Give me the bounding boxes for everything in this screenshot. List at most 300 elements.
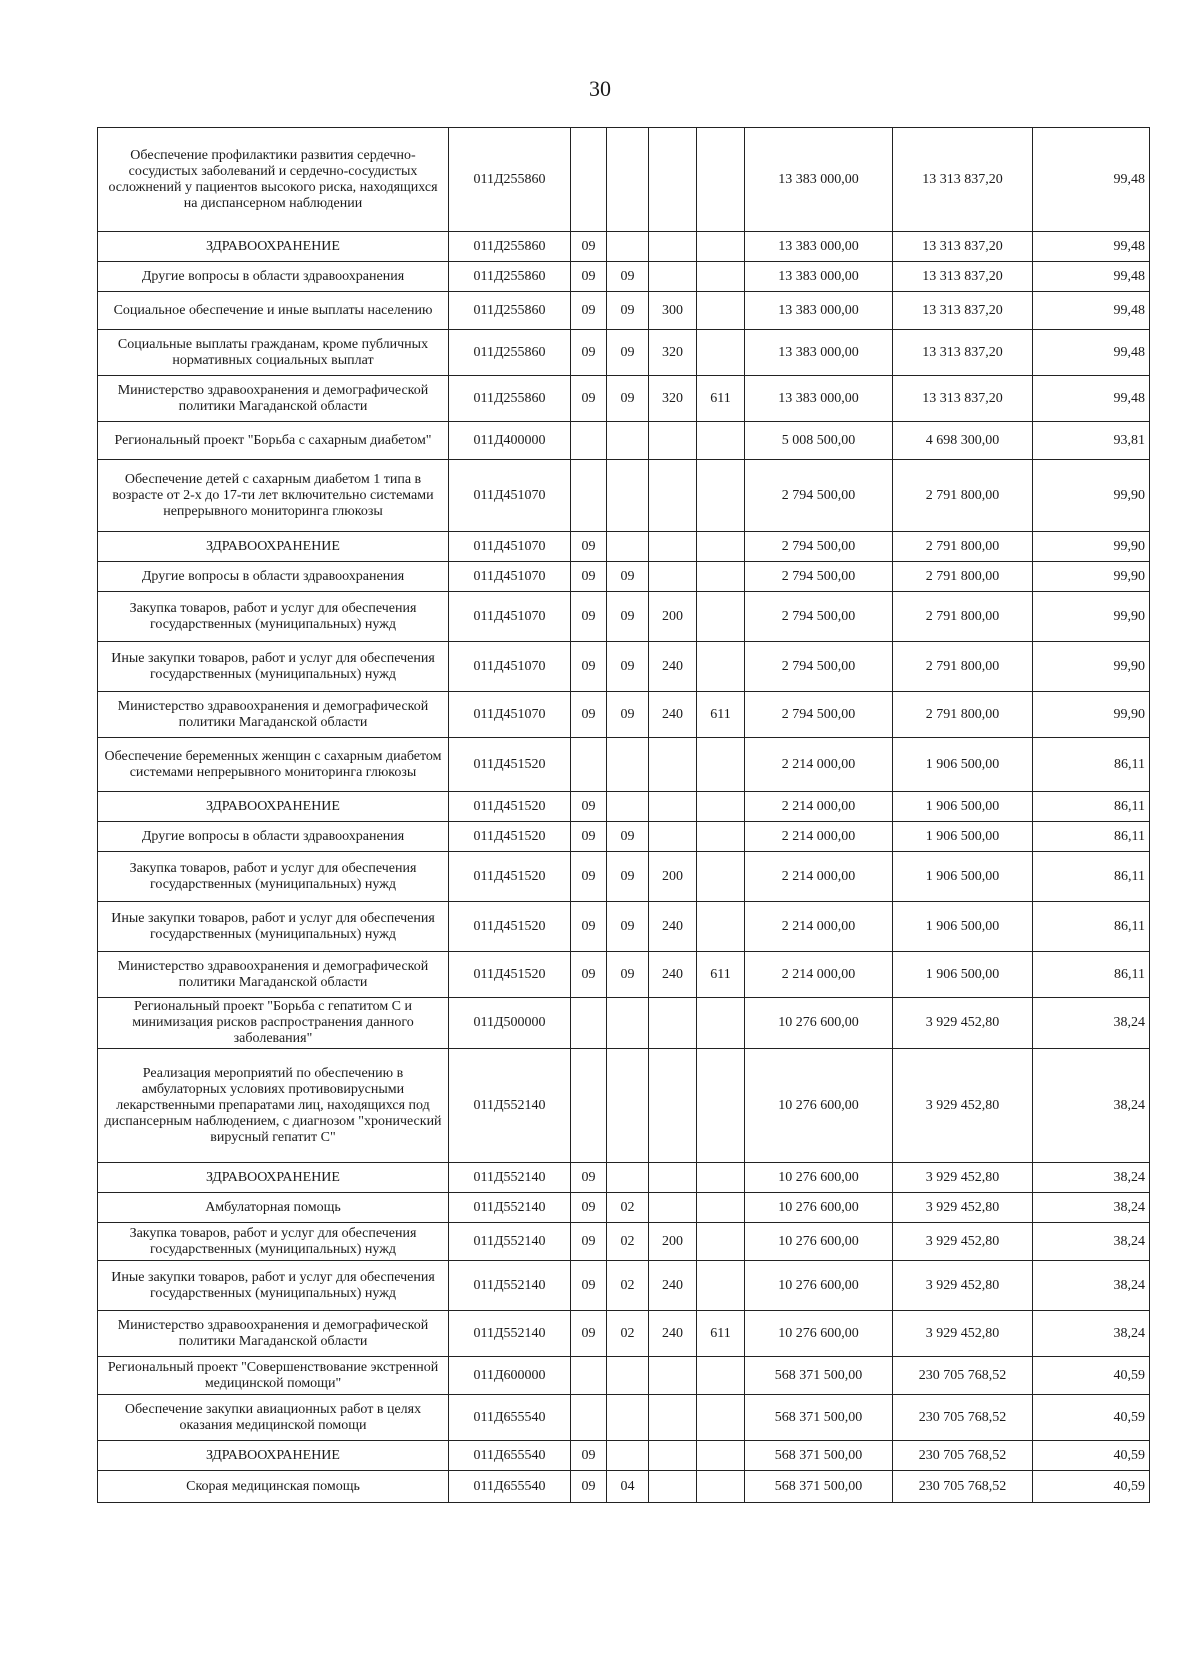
row-section: 09 [571, 822, 607, 852]
row-subsection [607, 998, 649, 1049]
row-code: 011Д500000 [449, 998, 571, 1049]
row-section: 09 [571, 902, 607, 952]
table-row [98, 1395, 1150, 1441]
row-section: 09 [571, 376, 607, 422]
row-actual-amount: 1 906 500,00 [893, 792, 1033, 822]
row-section: 09 [571, 292, 607, 330]
row-actual-amount: 1 906 500,00 [893, 952, 1033, 998]
row-subsection [607, 422, 649, 460]
table-row [98, 1357, 1150, 1395]
row-expense-type [649, 232, 697, 262]
row-administrator [697, 1357, 745, 1395]
table-row [98, 262, 1150, 292]
row-execution-percent: 99,48 [1033, 232, 1150, 262]
row-expense-type [649, 128, 697, 232]
row-actual-amount: 230 705 768,52 [893, 1471, 1033, 1503]
row-administrator [697, 852, 745, 902]
row-expense-type: 200 [649, 852, 697, 902]
row-name: Региональный проект "Совершенствование экстренной медицинской помощи" [98, 1357, 449, 1395]
row-actual-amount: 1 906 500,00 [893, 738, 1033, 792]
row-subsection: 04 [607, 1471, 649, 1503]
row-expense-type [649, 562, 697, 592]
row-section: 09 [571, 692, 607, 738]
row-expense-type: 240 [649, 1261, 697, 1311]
row-administrator: 611 [697, 1311, 745, 1357]
row-name: ЗДРАВООХРАНЕНИЕ [98, 532, 449, 562]
table-row [98, 422, 1150, 460]
row-plan-amount: 2 794 500,00 [745, 692, 893, 738]
table-row [98, 1471, 1150, 1503]
row-code: 011Д255860 [449, 128, 571, 232]
row-actual-amount: 13 313 837,20 [893, 292, 1033, 330]
row-section: 09 [571, 1223, 607, 1261]
row-code: 011Д552140 [449, 1193, 571, 1223]
row-expense-type [649, 460, 697, 532]
row-subsection [607, 232, 649, 262]
row-section [571, 998, 607, 1049]
row-administrator [697, 1441, 745, 1471]
table-row [98, 738, 1150, 792]
row-section: 09 [571, 792, 607, 822]
table-row [98, 852, 1150, 902]
row-administrator [697, 532, 745, 562]
row-name: Обеспечение профилактики развития сердечно-сосудистых заболеваний и сердечно-сосудистых осложнений у пациентов высокого риска, находящихся на диспансерном наблюдении [98, 128, 449, 232]
row-subsection [607, 1441, 649, 1471]
row-expense-type: 240 [649, 952, 697, 998]
row-expense-type: 240 [649, 902, 697, 952]
row-execution-percent: 99,90 [1033, 592, 1150, 642]
row-execution-percent: 86,11 [1033, 952, 1150, 998]
row-administrator [697, 1049, 745, 1163]
row-execution-percent: 99,90 [1033, 562, 1150, 592]
row-section: 09 [571, 232, 607, 262]
row-code: 011Д255860 [449, 330, 571, 376]
table-row [98, 692, 1150, 738]
row-name: Министерство здравоохранения и демографической политики Магаданской области [98, 692, 449, 738]
row-execution-percent: 38,24 [1033, 1311, 1150, 1357]
row-plan-amount: 13 383 000,00 [745, 292, 893, 330]
row-execution-percent: 99,48 [1033, 128, 1150, 232]
row-section: 09 [571, 592, 607, 642]
row-name: Закупка товаров, работ и услуг для обеспечения государственных (муниципальных) нужд [98, 1223, 449, 1261]
row-section [571, 738, 607, 792]
row-name: Иные закупки товаров, работ и услуг для обеспечения государственных (муниципальных) нужд [98, 1261, 449, 1311]
row-expense-type: 240 [649, 642, 697, 692]
row-name: Другие вопросы в области здравоохранения [98, 562, 449, 592]
row-subsection: 02 [607, 1223, 649, 1261]
row-code: 011Д552140 [449, 1311, 571, 1357]
row-section [571, 128, 607, 232]
row-expense-type [649, 1395, 697, 1441]
row-section: 09 [571, 330, 607, 376]
row-code: 011Д552140 [449, 1163, 571, 1193]
row-administrator [697, 1395, 745, 1441]
row-plan-amount: 13 383 000,00 [745, 128, 893, 232]
row-code: 011Д655540 [449, 1441, 571, 1471]
row-expense-type [649, 792, 697, 822]
row-subsection: 02 [607, 1311, 649, 1357]
row-name: Обеспечение детей с сахарным диабетом 1 типа в возрасте от 2-х до 17-ти лет включительно системами непрерывного мониторинга глюкозы [98, 460, 449, 532]
page-number: 30 [589, 76, 611, 101]
row-plan-amount: 568 371 500,00 [745, 1441, 893, 1471]
row-subsection: 09 [607, 642, 649, 692]
row-plan-amount: 13 383 000,00 [745, 262, 893, 292]
row-plan-amount: 10 276 600,00 [745, 998, 893, 1049]
row-code: 011Д451520 [449, 738, 571, 792]
row-plan-amount: 10 276 600,00 [745, 1261, 893, 1311]
row-plan-amount: 13 383 000,00 [745, 330, 893, 376]
row-name: ЗДРАВООХРАНЕНИЕ [98, 792, 449, 822]
row-name: Обеспечение беременных женщин с сахарным диабетом системами непрерывного мониторинга глюкозы [98, 738, 449, 792]
row-administrator: 611 [697, 692, 745, 738]
row-subsection [607, 1163, 649, 1193]
row-execution-percent: 40,59 [1033, 1395, 1150, 1441]
table-row [98, 902, 1150, 952]
row-plan-amount: 568 371 500,00 [745, 1471, 893, 1503]
row-code: 011Д552140 [449, 1261, 571, 1311]
row-actual-amount: 3 929 452,80 [893, 1311, 1033, 1357]
row-plan-amount: 2 214 000,00 [745, 952, 893, 998]
row-expense-type: 240 [649, 1311, 697, 1357]
row-name: Региональный проект "Борьба с сахарным диабетом" [98, 422, 449, 460]
row-section: 09 [571, 1471, 607, 1503]
row-execution-percent: 99,48 [1033, 376, 1150, 422]
row-administrator [697, 128, 745, 232]
row-name: Иные закупки товаров, работ и услуг для обеспечения государственных (муниципальных) нужд [98, 642, 449, 692]
row-actual-amount: 13 313 837,20 [893, 330, 1033, 376]
row-actual-amount: 13 313 837,20 [893, 128, 1033, 232]
row-code: 011Д552140 [449, 1049, 571, 1163]
row-section: 09 [571, 852, 607, 902]
row-execution-percent: 86,11 [1033, 822, 1150, 852]
row-subsection: 09 [607, 692, 649, 738]
row-code: 011Д255860 [449, 232, 571, 262]
row-expense-type [649, 532, 697, 562]
row-code: 011Д255860 [449, 292, 571, 330]
row-administrator [697, 1193, 745, 1223]
row-administrator [697, 232, 745, 262]
row-actual-amount: 2 791 800,00 [893, 532, 1033, 562]
table-row [98, 1223, 1150, 1261]
row-subsection: 02 [607, 1193, 649, 1223]
table-row [98, 998, 1150, 1049]
row-expense-type [649, 422, 697, 460]
row-execution-percent: 40,59 [1033, 1441, 1150, 1471]
row-execution-percent: 38,24 [1033, 1193, 1150, 1223]
row-administrator [697, 262, 745, 292]
row-actual-amount: 2 791 800,00 [893, 562, 1033, 592]
table-row [98, 376, 1150, 422]
table-row [98, 1261, 1150, 1311]
row-code: 011Д451520 [449, 792, 571, 822]
row-subsection: 09 [607, 952, 649, 998]
row-subsection: 09 [607, 292, 649, 330]
row-name: ЗДРАВООХРАНЕНИЕ [98, 1163, 449, 1193]
row-name: Другие вопросы в области здравоохранения [98, 822, 449, 852]
row-subsection: 09 [607, 562, 649, 592]
row-code: 011Д451520 [449, 902, 571, 952]
row-administrator: 611 [697, 376, 745, 422]
row-actual-amount: 230 705 768,52 [893, 1357, 1033, 1395]
row-code: 011Д655540 [449, 1395, 571, 1441]
row-name: Амбулаторная помощь [98, 1193, 449, 1223]
row-execution-percent: 86,11 [1033, 902, 1150, 952]
row-plan-amount: 10 276 600,00 [745, 1223, 893, 1261]
row-expense-type: 240 [649, 692, 697, 738]
row-code: 011Д600000 [449, 1357, 571, 1395]
row-execution-percent: 99,48 [1033, 292, 1150, 330]
row-execution-percent: 38,24 [1033, 1049, 1150, 1163]
row-name: Региональный проект "Борьба с гепатитом С и минимизация рисков распространения данного заболевания" [98, 998, 449, 1049]
row-expense-type [649, 1163, 697, 1193]
row-subsection [607, 1395, 649, 1441]
row-name: Другие вопросы в области здравоохранения [98, 262, 449, 292]
row-administrator [697, 292, 745, 330]
row-code: 011Д451520 [449, 852, 571, 902]
row-actual-amount: 3 929 452,80 [893, 1223, 1033, 1261]
row-administrator [697, 822, 745, 852]
row-execution-percent: 38,24 [1033, 1163, 1150, 1193]
row-plan-amount: 2 214 000,00 [745, 852, 893, 902]
row-section: 09 [571, 532, 607, 562]
row-actual-amount: 1 906 500,00 [893, 852, 1033, 902]
row-section: 09 [571, 1193, 607, 1223]
row-section: 09 [571, 262, 607, 292]
row-expense-type [649, 1193, 697, 1223]
row-plan-amount: 2 794 500,00 [745, 642, 893, 692]
row-expense-type [649, 1471, 697, 1503]
row-actual-amount: 1 906 500,00 [893, 902, 1033, 952]
row-administrator [697, 792, 745, 822]
row-subsection: 09 [607, 376, 649, 422]
row-code: 011Д451070 [449, 460, 571, 532]
row-execution-percent: 38,24 [1033, 1223, 1150, 1261]
row-name: Социальное обеспечение и иные выплаты населению [98, 292, 449, 330]
table-row [98, 330, 1150, 376]
row-code: 011Д255860 [449, 262, 571, 292]
row-name: Закупка товаров, работ и услуг для обеспечения государственных (муниципальных) нужд [98, 592, 449, 642]
row-plan-amount: 10 276 600,00 [745, 1049, 893, 1163]
row-code: 011Д255860 [449, 376, 571, 422]
row-section: 09 [571, 562, 607, 592]
row-name: ЗДРАВООХРАНЕНИЕ [98, 232, 449, 262]
row-expense-type [649, 738, 697, 792]
row-section [571, 1395, 607, 1441]
row-administrator [697, 1261, 745, 1311]
row-execution-percent: 99,90 [1033, 532, 1150, 562]
row-subsection: 09 [607, 262, 649, 292]
row-actual-amount: 230 705 768,52 [893, 1395, 1033, 1441]
row-name: Реализация мероприятий по обеспечению в амбулаторных условиях противовирусными лекарственными препаратами лиц, находящихся под диспансерным наблюдением, с диагнозом "хронический вирусный гепатит С" [98, 1049, 449, 1163]
table-row [98, 792, 1150, 822]
table-row [98, 952, 1150, 998]
table-row [98, 532, 1150, 562]
row-plan-amount: 2 794 500,00 [745, 460, 893, 532]
row-code: 011Д451070 [449, 592, 571, 642]
row-subsection: 09 [607, 592, 649, 642]
row-administrator [697, 998, 745, 1049]
row-actual-amount: 1 906 500,00 [893, 822, 1033, 852]
row-section: 09 [571, 952, 607, 998]
row-expense-type: 320 [649, 376, 697, 422]
row-execution-percent: 99,48 [1033, 330, 1150, 376]
row-name: Министерство здравоохранения и демографической политики Магаданской области [98, 1311, 449, 1357]
table-row [98, 460, 1150, 532]
table-row [98, 128, 1150, 232]
row-section [571, 460, 607, 532]
row-execution-percent: 99,90 [1033, 642, 1150, 692]
row-section: 09 [571, 1441, 607, 1471]
row-execution-percent: 93,81 [1033, 422, 1150, 460]
row-expense-type [649, 1357, 697, 1395]
row-section: 09 [571, 1311, 607, 1357]
row-actual-amount: 3 929 452,80 [893, 998, 1033, 1049]
row-plan-amount: 2 214 000,00 [745, 902, 893, 952]
row-administrator [697, 460, 745, 532]
row-administrator [697, 642, 745, 692]
row-execution-percent: 86,11 [1033, 852, 1150, 902]
row-actual-amount: 13 313 837,20 [893, 376, 1033, 422]
row-actual-amount: 2 791 800,00 [893, 592, 1033, 642]
table-row [98, 592, 1150, 642]
row-plan-amount: 2 794 500,00 [745, 592, 893, 642]
row-administrator [697, 592, 745, 642]
row-plan-amount: 2 214 000,00 [745, 738, 893, 792]
row-plan-amount: 2 794 500,00 [745, 562, 893, 592]
row-execution-percent: 86,11 [1033, 738, 1150, 792]
row-expense-type: 200 [649, 1223, 697, 1261]
table-row [98, 1049, 1150, 1163]
row-plan-amount: 2 214 000,00 [745, 822, 893, 852]
row-code: 011Д451520 [449, 822, 571, 852]
row-plan-amount: 5 008 500,00 [745, 422, 893, 460]
row-plan-amount: 568 371 500,00 [745, 1357, 893, 1395]
table-row [98, 1441, 1150, 1471]
row-section [571, 1049, 607, 1163]
row-administrator [697, 1223, 745, 1261]
row-code: 011Д655540 [449, 1471, 571, 1503]
row-section: 09 [571, 1163, 607, 1193]
table-row [98, 822, 1150, 852]
row-administrator [697, 330, 745, 376]
row-execution-percent: 40,59 [1033, 1357, 1150, 1395]
row-section [571, 1357, 607, 1395]
row-section [571, 422, 607, 460]
row-expense-type [649, 822, 697, 852]
row-actual-amount: 2 791 800,00 [893, 460, 1033, 532]
row-execution-percent: 86,11 [1033, 792, 1150, 822]
table-row [98, 1311, 1150, 1357]
row-actual-amount: 13 313 837,20 [893, 232, 1033, 262]
row-subsection [607, 792, 649, 822]
row-name: Иные закупки товаров, работ и услуг для обеспечения государственных (муниципальных) нужд [98, 902, 449, 952]
row-plan-amount: 10 276 600,00 [745, 1311, 893, 1357]
row-subsection [607, 1049, 649, 1163]
row-actual-amount: 2 791 800,00 [893, 642, 1033, 692]
row-expense-type: 200 [649, 592, 697, 642]
table-row [98, 1163, 1150, 1193]
row-subsection [607, 1357, 649, 1395]
row-name: ЗДРАВООХРАНЕНИЕ [98, 1441, 449, 1471]
row-expense-type [649, 1049, 697, 1163]
table-row [98, 642, 1150, 692]
row-expense-type: 320 [649, 330, 697, 376]
row-administrator [697, 1471, 745, 1503]
table-row [98, 292, 1150, 330]
row-administrator: 611 [697, 952, 745, 998]
row-subsection: 09 [607, 330, 649, 376]
row-code: 011Д451520 [449, 952, 571, 998]
row-administrator [697, 422, 745, 460]
row-subsection [607, 738, 649, 792]
row-plan-amount: 2 794 500,00 [745, 532, 893, 562]
row-name: Закупка товаров, работ и услуг для обеспечения государственных (муниципальных) нужд [98, 852, 449, 902]
row-code: 011Д451070 [449, 562, 571, 592]
row-subsection [607, 532, 649, 562]
row-actual-amount: 3 929 452,80 [893, 1193, 1033, 1223]
row-section: 09 [571, 1261, 607, 1311]
row-expense-type [649, 1441, 697, 1471]
row-administrator [697, 1163, 745, 1193]
row-expense-type [649, 998, 697, 1049]
row-subsection: 09 [607, 852, 649, 902]
row-code: 011Д451070 [449, 642, 571, 692]
table-row [98, 232, 1150, 262]
table-body [98, 128, 1150, 1503]
row-actual-amount: 230 705 768,52 [893, 1441, 1033, 1471]
row-subsection: 02 [607, 1261, 649, 1311]
row-name: Министерство здравоохранения и демографической политики Магаданской области [98, 952, 449, 998]
row-execution-percent: 38,24 [1033, 998, 1150, 1049]
row-administrator [697, 902, 745, 952]
row-administrator [697, 738, 745, 792]
row-section: 09 [571, 642, 607, 692]
row-plan-amount: 568 371 500,00 [745, 1395, 893, 1441]
row-actual-amount: 2 791 800,00 [893, 692, 1033, 738]
row-name: Социальные выплаты гражданам, кроме публичных нормативных социальных выплат [98, 330, 449, 376]
row-execution-percent: 99,90 [1033, 692, 1150, 738]
row-code: 011Д552140 [449, 1223, 571, 1261]
table-row [98, 1193, 1150, 1223]
row-execution-percent: 40,59 [1033, 1471, 1150, 1503]
row-actual-amount: 3 929 452,80 [893, 1163, 1033, 1193]
row-execution-percent: 99,48 [1033, 262, 1150, 292]
row-subsection [607, 128, 649, 232]
row-code: 011Д451070 [449, 692, 571, 738]
row-actual-amount: 4 698 300,00 [893, 422, 1033, 460]
row-actual-amount: 13 313 837,20 [893, 262, 1033, 292]
row-subsection [607, 460, 649, 532]
row-name: Министерство здравоохранения и демографической политики Магаданской области [98, 376, 449, 422]
budget-execution-table [97, 127, 1150, 1503]
row-name: Обеспечение закупки авиационных работ в целях оказания медицинской помощи [98, 1395, 449, 1441]
row-administrator [697, 562, 745, 592]
row-plan-amount: 10 276 600,00 [745, 1163, 893, 1193]
row-expense-type: 300 [649, 292, 697, 330]
row-code: 011Д451070 [449, 532, 571, 562]
row-code: 011Д400000 [449, 422, 571, 460]
row-actual-amount: 3 929 452,80 [893, 1261, 1033, 1311]
row-subsection: 09 [607, 902, 649, 952]
table-row [98, 562, 1150, 592]
row-actual-amount: 3 929 452,80 [893, 1049, 1033, 1163]
row-name: Скорая медицинская помощь [98, 1471, 449, 1503]
row-subsection: 09 [607, 822, 649, 852]
row-plan-amount: 2 214 000,00 [745, 792, 893, 822]
row-execution-percent: 99,90 [1033, 460, 1150, 532]
row-expense-type [649, 262, 697, 292]
row-plan-amount: 10 276 600,00 [745, 1193, 893, 1223]
